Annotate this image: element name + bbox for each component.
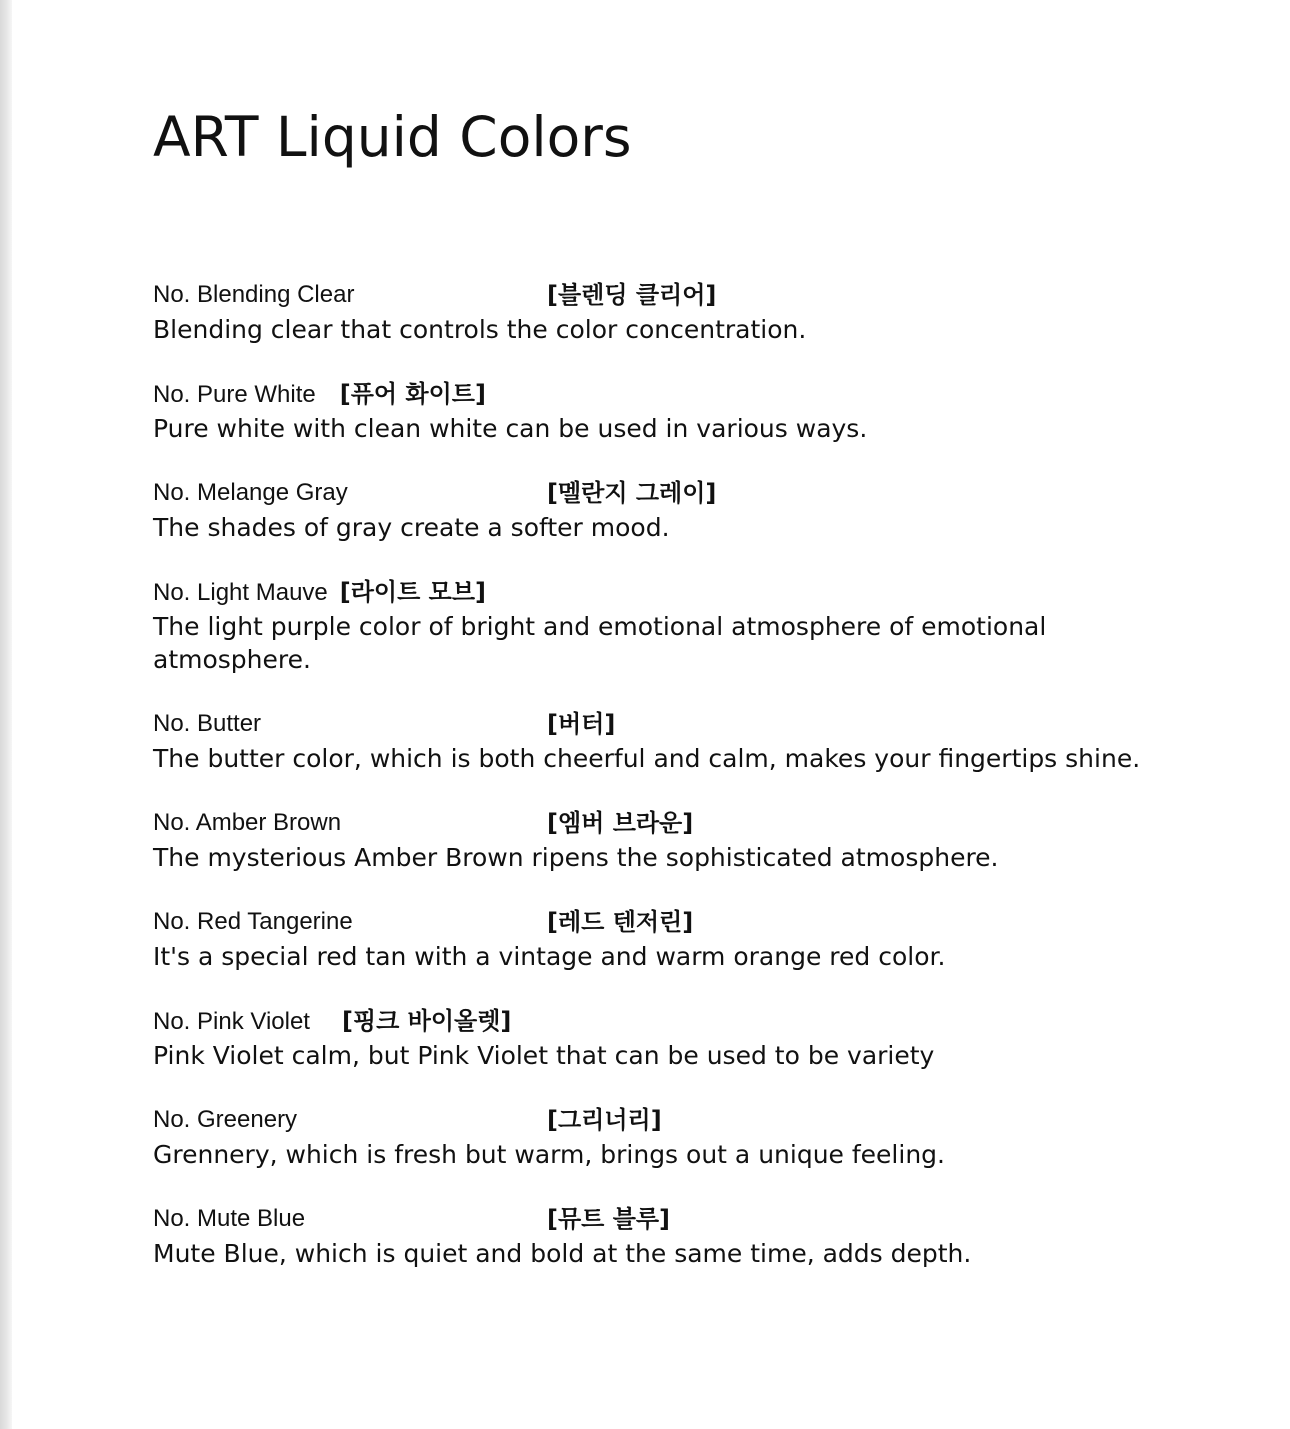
color-description: The mysterious Amber Brown ripens the sophisticated atmosphere. — [153, 843, 999, 872]
korean-name: [퓨어 화이트] — [339, 380, 486, 408]
color-description: The light purple color of bright and emotional atmosphere of emotional atmosphere. — [153, 612, 1047, 674]
color-description: The butter color, which is both cheerful and calm, makes your fingertips shine. — [153, 744, 1141, 773]
document-title: ART Liquid Colors — [153, 105, 632, 169]
korean-name: [엠버 브라운] — [547, 809, 694, 837]
entry-heading — [153, 475, 1153, 511]
color-name: No. Blending Clear — [153, 281, 355, 308]
page-edge-shadow — [0, 0, 12, 1429]
document-page — [12, 0, 1290, 1429]
korean-name: [핑크 바이올렛] — [341, 1007, 512, 1035]
color-entry-pink-violet — [153, 1003, 1153, 1072]
color-description: It's a special red tan with a vintage and warm orange red color. — [153, 942, 946, 971]
color-list — [153, 277, 1153, 1270]
color-name: No. Mute Blue — [153, 1205, 306, 1232]
korean-name: [그리너리] — [547, 1106, 662, 1134]
korean-name: [뮤트 블루] — [547, 1205, 671, 1233]
color-name: No. Pink Violet — [153, 1008, 310, 1035]
entry-heading — [153, 574, 1153, 610]
color-entry-amber-brown — [153, 805, 1153, 874]
korean-name: [버터] — [547, 710, 616, 738]
entry-heading — [153, 1201, 1153, 1237]
entry-heading — [153, 904, 1153, 940]
color-entry-pure-white — [153, 376, 1153, 445]
color-name: No. Red Tangerine — [153, 908, 353, 935]
color-name: No. Light Mauve — [153, 579, 328, 606]
color-name: No. Butter — [153, 710, 262, 737]
entry-heading — [153, 1102, 1153, 1138]
color-name: No. Melange Gray — [153, 479, 348, 506]
color-entry-butter — [153, 706, 1153, 775]
color-description: Mute Blue, which is quiet and bold at the same time, adds depth. — [153, 1239, 972, 1268]
color-entry-light-mauve — [153, 574, 1153, 676]
korean-name: [멜란지 그레이] — [547, 479, 717, 507]
color-name: No. Greenery — [153, 1106, 298, 1133]
entry-heading — [153, 1003, 1153, 1039]
korean-name: [레드 텐저린] — [547, 908, 694, 936]
color-description: Blending clear that controls the color concentration. — [153, 315, 807, 344]
entry-heading — [153, 805, 1153, 841]
color-entry-mute-blue — [153, 1201, 1153, 1270]
color-name: No. Pure White — [153, 381, 316, 408]
color-entry-melange-gray — [153, 475, 1153, 544]
color-description: Pink Violet calm, but Pink Violet that can be used to be variety — [153, 1041, 935, 1070]
color-description: Grennery, which is fresh but warm, brings out a unique feeling. — [153, 1140, 945, 1169]
entry-heading — [153, 277, 1153, 313]
entry-heading — [153, 376, 1153, 412]
korean-name: [블렌딩 클리어] — [547, 281, 717, 309]
color-description: Pure white with clean white can be used in various ways. — [153, 414, 868, 443]
color-description: The shades of gray create a softer mood. — [153, 513, 670, 542]
korean-name: [라이트 모브] — [339, 578, 486, 606]
color-entry-greenery — [153, 1102, 1153, 1171]
color-entry-red-tangerine — [153, 904, 1153, 973]
entry-heading — [153, 706, 1153, 742]
color-name: No. Amber Brown — [153, 809, 342, 836]
color-entry-blending-clear — [153, 277, 1153, 346]
